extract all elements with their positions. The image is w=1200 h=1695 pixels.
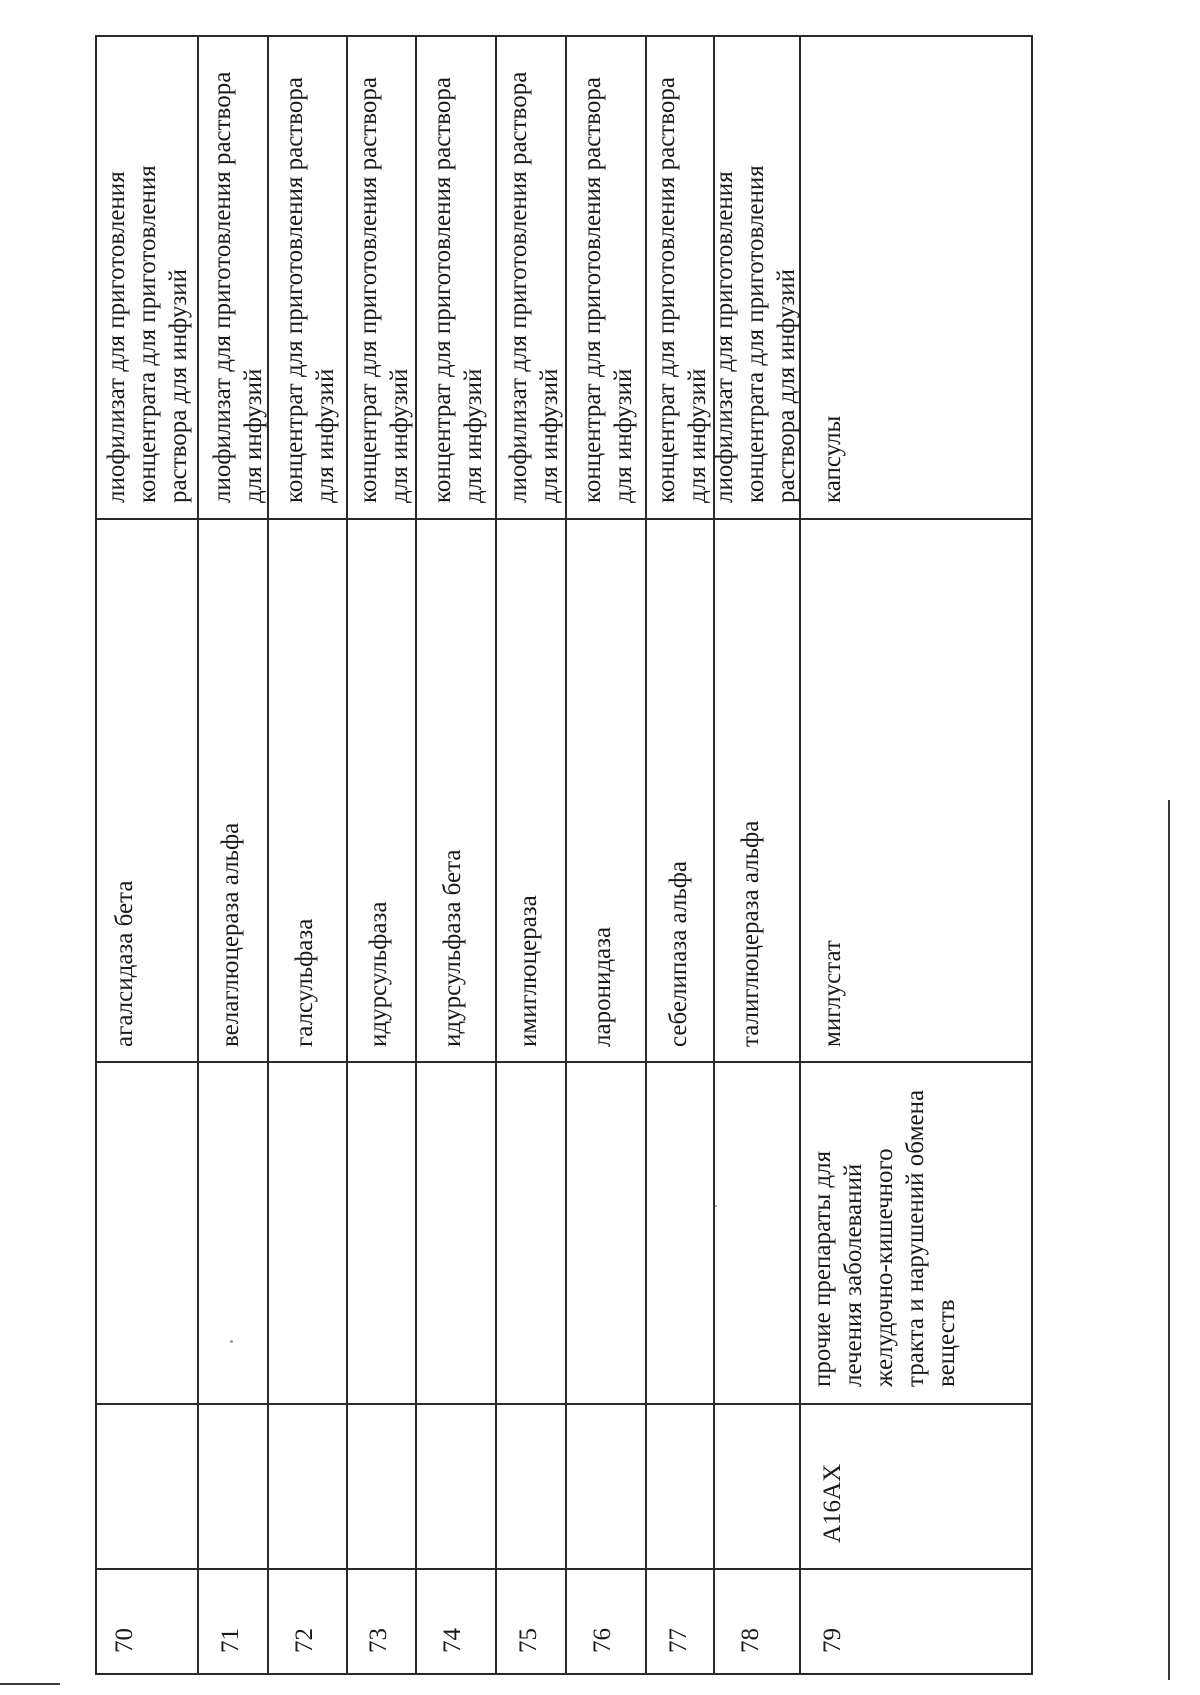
- scan-speck: [715, 1205, 717, 1207]
- row-77-number: 77: [665, 1628, 692, 1653]
- table-border-right: [95, 35, 1033, 37]
- row-line: [197, 35, 199, 1675]
- col-line-code: [95, 1403, 1033, 1405]
- row-75-name: имиглюцераза: [515, 895, 542, 1047]
- row-70-name: агалсидаза бета: [111, 880, 138, 1047]
- row-line: [565, 35, 567, 1675]
- col-line-group: [95, 1061, 1033, 1063]
- table-border-left: [95, 1673, 1033, 1675]
- row-78-name: талиглюцераза альфа: [737, 820, 764, 1047]
- row-71-form: лиофилизат для приготовления раствора для инфузий: [209, 71, 267, 503]
- row-77-form: концентрат для приготовления раствора для инфузий: [653, 77, 711, 503]
- row-74-form: концентрат для приготовления раствора для инфузий: [429, 77, 487, 503]
- row-78-form: лиофилизат для приготовления концентрата для приготовления раствора для инфузий: [711, 165, 800, 503]
- row-75-form: лиофилизат для приготовления раствора для инфузий: [505, 71, 563, 503]
- row-79-group: прочие препараты для лечения заболеваний желудочно-кишечного тракта и нарушений обмена веществ: [809, 1089, 960, 1387]
- row-73-form: концентрат для приготовления раствора для инфузий: [355, 77, 413, 503]
- row-72-number: 72: [291, 1628, 318, 1653]
- scan-edge-line: [1168, 800, 1170, 1680]
- rotated-table: [95, 35, 1033, 1675]
- row-77-name: себелипаза альфа: [665, 860, 692, 1047]
- row-line: [495, 35, 497, 1675]
- row-79-number: 79: [819, 1628, 846, 1653]
- row-76-form: концентрат для приготовления раствора для инфузий: [579, 77, 637, 503]
- col-line-num: [95, 1568, 1033, 1570]
- row-70-form: лиофилизат для приготовления концентрата для приготовления раствора для инфузий: [103, 165, 192, 503]
- row-line: [415, 35, 417, 1675]
- col-line-name: [95, 518, 1033, 520]
- row-line: [645, 35, 647, 1675]
- scan-edge-mark: [0, 1683, 60, 1685]
- row-73-name: идурсульфаза: [365, 901, 392, 1047]
- row-79-code: A16AX: [819, 1463, 846, 1543]
- row-line: [346, 35, 348, 1675]
- row-74-number: 74: [439, 1628, 466, 1653]
- row-73-number: 73: [365, 1628, 392, 1653]
- table-border-bottom: [1031, 35, 1033, 1675]
- row-72-name: галсульфаза: [291, 918, 318, 1047]
- row-76-number: 76: [589, 1628, 616, 1653]
- row-78-number: 78: [737, 1628, 764, 1653]
- row-76-name: ларонидаза: [589, 926, 616, 1047]
- scan-speck: [230, 1340, 233, 1343]
- table-border-top: [95, 35, 97, 1675]
- row-71-name: велаглюцераза альфа: [217, 822, 244, 1047]
- row-71-number: 71: [217, 1628, 244, 1653]
- row-74-name: идурсульфаза бета: [439, 849, 466, 1047]
- row-75-number: 75: [515, 1628, 542, 1653]
- row-79-form: капсулы: [819, 415, 846, 503]
- row-72-form: концентрат для приготовления раствора для инфузий: [281, 77, 339, 503]
- row-79-name: миглустат: [819, 940, 846, 1047]
- row-70-number: 70: [111, 1628, 138, 1653]
